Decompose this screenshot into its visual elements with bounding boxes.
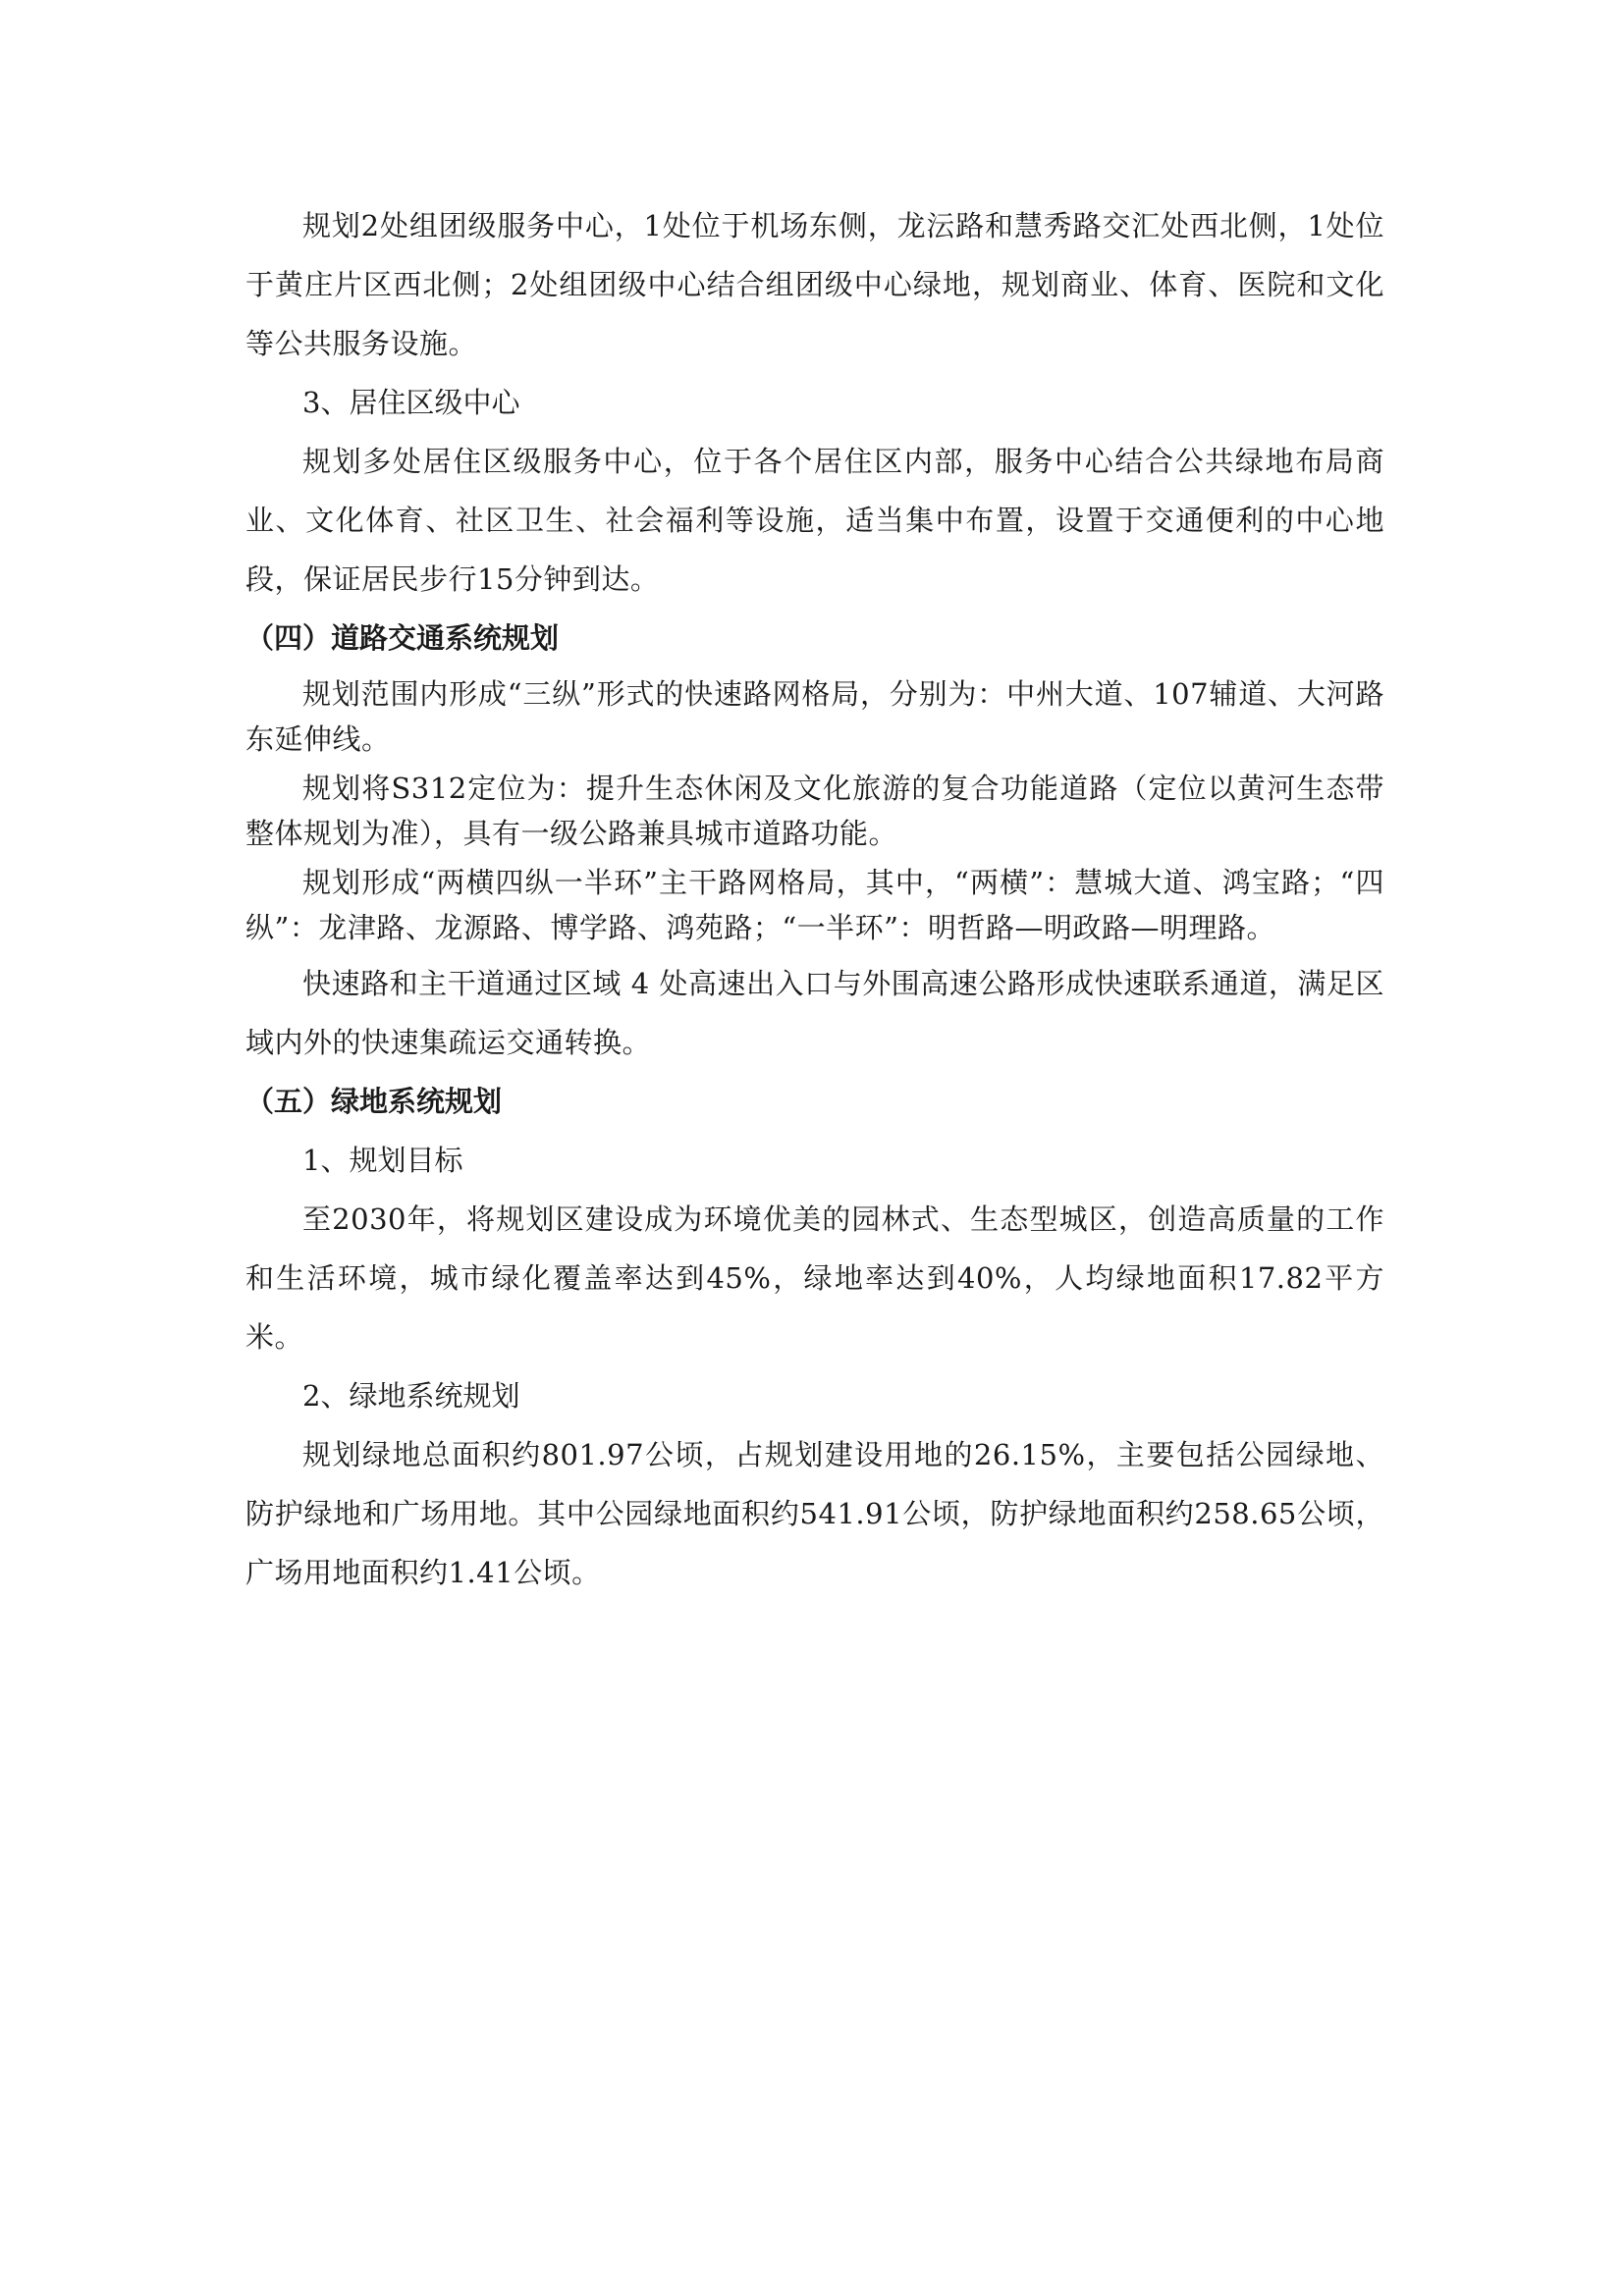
- paragraph-green-area: 规划绿地总面积约801.97公顷，占规划建设用地的26.15%，主要包括公园绿地、防护绿地和广场用地。其中公园绿地面积约541.91公顷，防护绿地面积约258.65公顷，广场用地面积约1.41公顷。: [245, 1438, 1384, 1589]
- paragraph-group-centers: 规划2处组团级服务中心，1处位于机场东侧，龙沄路和慧秀路交汇处西北侧，1处位于黄庄片区西北侧；2处组团级中心结合组团级中心绿地，规划商业、体育、医院和文化等公共服务设施。: [245, 209, 1384, 360]
- item-title-green-system: 2、绿地系统规划: [302, 1379, 520, 1413]
- section-heading-green-space: （五）绿地系统规划: [245, 1085, 503, 1118]
- paragraph-arterial-network: 规划形成“两横四纵一半环”主干路网格局，其中，“两横”：慧城大道、鸿宝路；“四纵”：龙津路、龙源路、博学路、鸿苑路；“一半环”：明哲路—明政路—明理路。: [245, 866, 1384, 944]
- document-body: [245, 196, 1384, 1602]
- paragraph-s312-positioning: 规划将S312定位为：提升生态休闲及文化旅游的复合功能道路（定位以黄河生态带整体规划为准），具有一级公路兼具城市道路功能。: [245, 772, 1384, 850]
- item-title-planning-goal: 1、规划目标: [302, 1144, 463, 1177]
- paragraph-planning-goal: 至2030年，将规划区建设成为环境优美的园林式、生态型城区，创造高质量的工作和生活环境，城市绿化覆盖率达到45%，绿地率达到40%，人均绿地面积17.82平方米。: [245, 1202, 1384, 1354]
- paragraph-residential-centers: 规划多处居住区级服务中心，位于各个居住区内部，服务中心结合公共绿地布局商业、文化体育、社区卫生、社会福利等设施，适当集中布置，设置于交通便利的中心地段，保证居民步行15分钟到达。: [245, 445, 1384, 596]
- section-heading-road-traffic: （四）道路交通系统规划: [245, 621, 560, 655]
- paragraph-highway-connections: 快速路和主干道通过区域 4 处高速出入口与外围高速公路形成快速联系通道，满足区域内外的快速集疏运交通转换。: [245, 967, 1384, 1059]
- paragraph-expressway-network: 规划范围内形成“三纵”形式的快速路网格局，分别为：中州大道、107辅道、大河路东延伸线。: [245, 677, 1384, 756]
- item-title-residential-center: 3、居住区级中心: [302, 386, 520, 419]
